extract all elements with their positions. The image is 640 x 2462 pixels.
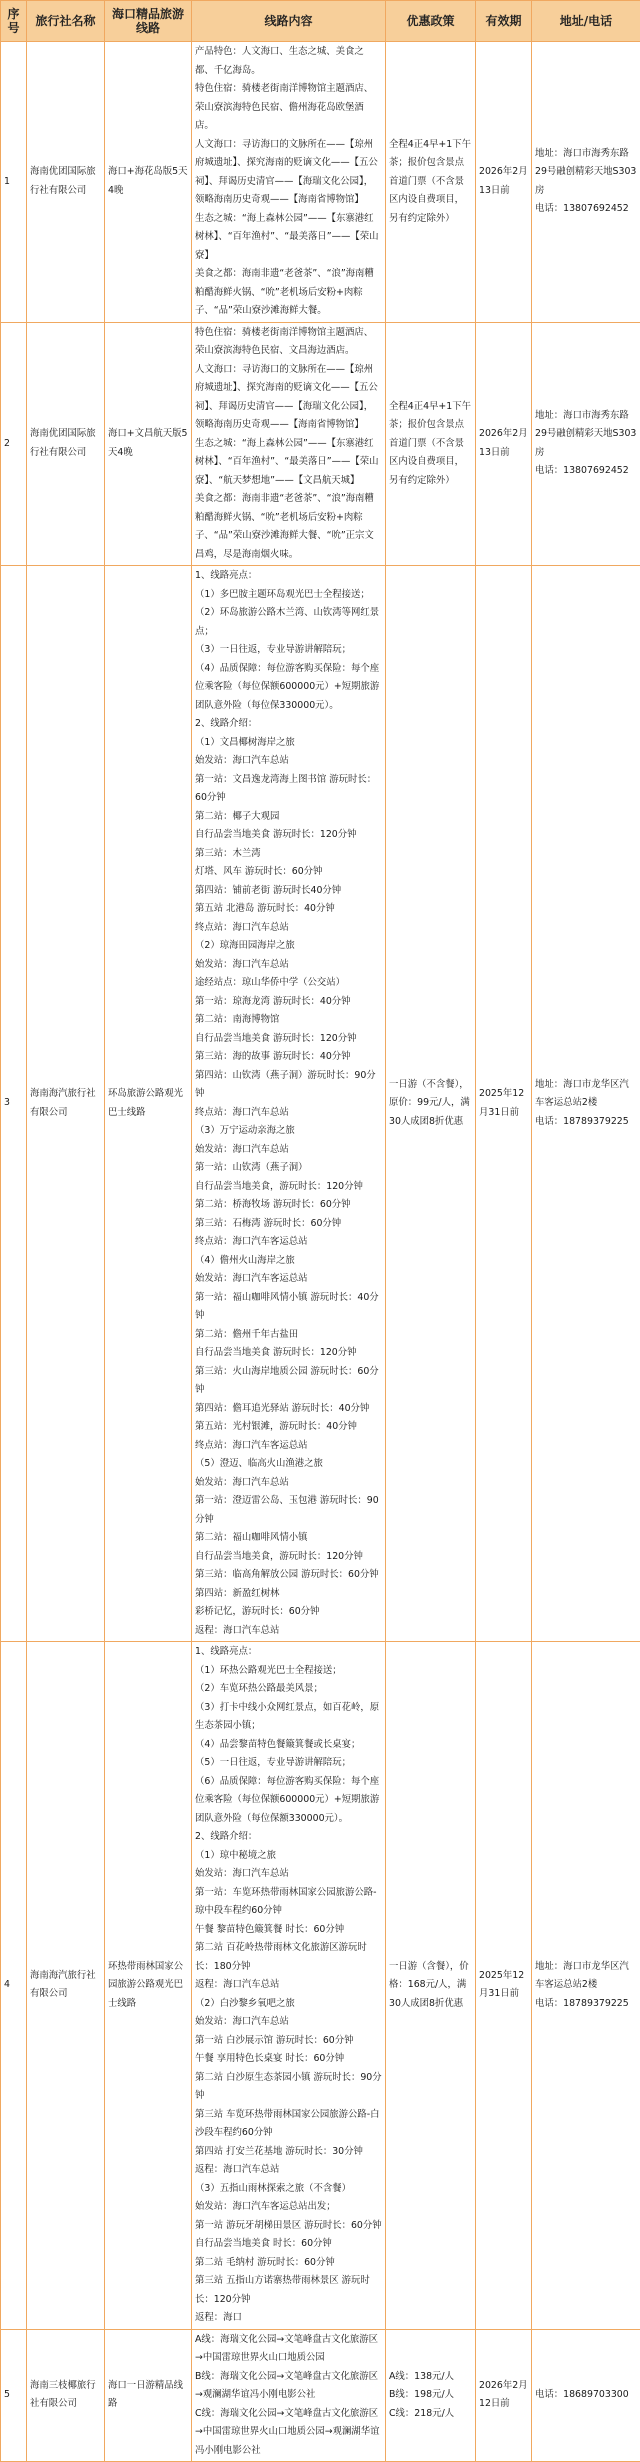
table-body <box>1 42 640 2462</box>
route-content-line: （1）环热公路观光巴士全程接送； <box>195 1662 382 1681</box>
validity-period: 2026年2月13日前 <box>476 322 532 566</box>
route-content-line: （4）品尝黎苗特色餐簸箕餐或长桌宴； <box>195 1736 382 1755</box>
route-content-line: 第一站 游玩牙胡梯田景区 游玩时长：60分钟 <box>195 2217 382 2236</box>
discount-policy-line: C线：218元/人 <box>389 2405 472 2424</box>
discount-policy: 全程4正4早+1下午茶；报价包含景点首道门票（不含景区内设自费项目，另有约定除外） <box>386 42 476 323</box>
table-row <box>1 322 640 566</box>
route-content-line: 第三站 五指山方诺寨热带雨林景区 游玩时长：120分钟 <box>195 2272 382 2309</box>
discount-policy-line: A线：138元/人 <box>389 2368 472 2387</box>
route-content-line: 第四站 打安兰花基地 游玩时长：30分钟 <box>195 2143 382 2162</box>
address-phone <box>532 1642 640 2330</box>
route-content-line: （5）一日往返，专业导游讲解陪玩； <box>195 1754 382 1773</box>
route-content-line: 第四站：儋耳追光驿站 游玩时长：40分钟 <box>195 1400 382 1419</box>
agency-name: 海南海汽旅行社有限公司 <box>27 1642 105 2330</box>
route-content-line: 特色住宿：骑楼老街南洋博物馆主题酒店、荣山寮滨海特色民宿、文昌海边酒店。 <box>195 324 382 361</box>
route-content-line: 第三站：临高角解放公园 游玩时长：60分钟 <box>195 1566 382 1585</box>
validity-period: 2025年12月31日前 <box>476 566 532 1642</box>
agency-name: 海南三枝椰旅行社有限公司 <box>27 2329 105 2462</box>
table-row <box>1 1642 640 2330</box>
route-content-line: （3）五指山雨林探索之旅（不含餐） <box>195 2180 382 2199</box>
route-content-line: 第二站：桥海牧场 游玩时长：60分钟 <box>195 1196 382 1215</box>
row-seq: 5 <box>1 2329 27 2462</box>
route-content-line: 午餐 享用特色长桌宴 时长：60分钟 <box>195 2050 382 2069</box>
route-content-line: （2）琼海田园海岸之旅 <box>195 937 382 956</box>
route-content-line: 终点站：海口汽车总站 <box>195 1104 382 1123</box>
route-content-line: 第五站 北港岛 游玩时长：40分钟 <box>195 900 382 919</box>
header-validity: 有效期 <box>476 1 532 42</box>
route-content-line: 美食之都：海南非遗“老爸茶”、“浪”海南糟粕醋海鲜火锅、“吮”老机场后安粉+肉粽子、“品”荣山寮沙滩海鲜大餐、“吮”正宗文昌鸡，尽是海南烟火味。 <box>195 490 382 564</box>
route-content-line: 途经站点：琼山华侨中学（公交站） <box>195 974 382 993</box>
route-content-line: 第四站：新盈红树林 <box>195 1585 382 1604</box>
route-content-line: 第一站：山钦湾（燕子洞） <box>195 1159 382 1178</box>
route-content-line: （4）儋州火山海岸之旅 <box>195 1252 382 1271</box>
route-content <box>192 322 386 566</box>
route-content-line: 始发站：海口汽车总站 <box>195 956 382 975</box>
discount-policy-line: B线：198元/人 <box>389 2386 472 2405</box>
address-phone-line: 电话：13807692452 <box>535 200 637 219</box>
route-content-line: 第五站：光村银滩，游玩时长：40分钟 <box>195 1418 382 1437</box>
route-content-line: 第二站 毛纳村 游玩时长：60分钟 <box>195 2254 382 2273</box>
route-content-line: C线：海瑞文化公园→文笔峰盘古文化旅游区→中国雷琼世界火山口地质公园→观澜湖华谊冯小刚电影公社 <box>195 2405 382 2461</box>
route-name: 海口一日游精品线路 <box>105 2329 192 2462</box>
address-phone-line: 地址：海口市龙华区汽车客运总站2楼 <box>535 1958 637 1995</box>
route-content-line: 第四站：山钦湾（燕子洞）游玩时长：90分钟 <box>195 1067 382 1104</box>
row-seq: 1 <box>1 42 27 323</box>
header-content: 线路内容 <box>192 1 386 42</box>
route-content-line: A线：海瑞文化公园→文笔峰盘古文化旅游区→中国雷琼世界火山口地质公园 <box>195 2331 382 2368</box>
agency-name: 海南海汽旅行社有限公司 <box>27 566 105 1642</box>
route-content-line: （3）打卡中线小众网红景点，如百花岭，原生态茶园小镇； <box>195 1699 382 1736</box>
route-content-line: 始发站：海口汽车客运总站 <box>195 1270 382 1289</box>
route-content-line: 彩桥记忆，游玩时长：60分钟 <box>195 1603 382 1622</box>
agency-name: 海南优团国际旅行社有限公司 <box>27 42 105 323</box>
table-row <box>1 2329 640 2462</box>
route-content-line: （1）多巴胺主题环岛观光巴士全程接送； <box>195 586 382 605</box>
route-content-line: 自行品尝当地美食，游玩时长：120分钟 <box>195 1178 382 1197</box>
route-content-line: 终点站：海口汽车客运总站 <box>195 1437 382 1456</box>
route-content-line: （2）环岛旅游公路木兰湾、山钦湾等网红景点； <box>195 604 382 641</box>
address-phone <box>532 322 640 566</box>
route-content-line: B线：海瑞文化公园→文笔峰盘古文化旅游区→观澜湖华谊冯小刚电影公社 <box>195 2368 382 2405</box>
route-content-line: 始发站：海口汽车客运总站出发； <box>195 2198 382 2217</box>
route-content-line: 1、线路亮点： <box>195 567 382 586</box>
table-row <box>1 566 640 1642</box>
route-content <box>192 1642 386 2330</box>
route-content-line: 人文海口：寻访海口的文脉所在——【琼州府城遗址】、探究海南的贬谪文化——【五公祠】、拜谒历史清官——【海瑞文化公园】，领略海南历史奇观——【海南省博物馆】 <box>195 136 382 210</box>
header-seq: 序号 <box>1 1 27 42</box>
address-phone <box>532 2329 640 2462</box>
route-content-line: 第二站：南海博物馆 <box>195 1011 382 1030</box>
discount-policy <box>386 2329 476 2462</box>
route-content-line: 始发站：海口汽车总站 <box>195 1474 382 1493</box>
route-content-line: （6）品质保障：每位游客购买保险：每个座位乘客险（每位保额600000元）+短期旅游团队意外险（每位保额330000元）。 <box>195 1773 382 1829</box>
route-content-line: 生态之城：“海上森林公园”——【东寨港红树林】、“百年渔村”、“最美落日”——【荣山寮】、“航天梦想地”——【文昌航天城】 <box>195 435 382 491</box>
route-content-line: 终点站：海口汽车客运总站 <box>195 1233 382 1252</box>
address-phone-line: 电话：18789379225 <box>535 1995 637 2014</box>
route-content <box>192 566 386 1642</box>
route-content-line: 始发站：海口汽车总站 <box>195 1141 382 1160</box>
row-seq: 3 <box>1 566 27 1642</box>
route-content-line: 产品特色：人文海口、生态之城、美食之都、千亿海岛。 <box>195 43 382 80</box>
route-content-line: 始发站：海口汽车总站 <box>195 752 382 771</box>
table-header-row <box>1 1 640 42</box>
route-content-line: （3）一日往返，专业导游讲解陪玩； <box>195 641 382 660</box>
table-row <box>1 42 640 323</box>
address-phone-line: 电话：13807692452 <box>535 462 637 481</box>
route-content-line: 自行品尝当地美食 游玩时长：120分钟 <box>195 826 382 845</box>
address-phone-line: 电话：18689703300 <box>535 2386 637 2405</box>
route-content-line: （3）万宁运动亲海之旅 <box>195 1122 382 1141</box>
route-content-line: 第三站：海的故事 游玩时长：40分钟 <box>195 1048 382 1067</box>
address-phone-line: 地址：海口市海秀东路29号融创精彩天地S303房 <box>535 407 637 463</box>
validity-period: 2025年12月31日前 <box>476 1642 532 2330</box>
validity-period: 2026年2月12日前 <box>476 2329 532 2462</box>
route-content <box>192 42 386 323</box>
route-content-line: 返程：海口汽车总站 <box>195 1976 382 1995</box>
route-content-line: 自行品尝当地美食 时长：60分钟 <box>195 2235 382 2254</box>
route-content-line: 2、线路介绍： <box>195 1828 382 1847</box>
discount-policy: 全程4正4早+1下午茶；报价包含景点首道门票（不含景区内设自费项目，另有约定除外） <box>386 322 476 566</box>
row-seq: 2 <box>1 322 27 566</box>
route-content-line: 第二站：儋州千年古盐田 <box>195 1326 382 1345</box>
route-content-line: 第三站：石梅湾 游玩时长：60分钟 <box>195 1215 382 1234</box>
route-content-line: 1、线路亮点： <box>195 1643 382 1662</box>
route-content-line: 自行品尝当地美食 游玩时长：120分钟 <box>195 1344 382 1363</box>
route-content-line: 返程：海口 <box>195 2309 382 2328</box>
route-content-line: 始发站：海口汽车总站 <box>195 2013 382 2032</box>
route-content-line: 美食之都：海南非遗“老爸茶”、“浪”海南糟粕醋海鲜火锅、“吮”老机场后安粉+肉粽子、“品”荣山寮沙滩海鲜大餐。 <box>195 265 382 321</box>
discount-policy: 一日游（含餐），价格：168元/人，满30人成团8折优惠 <box>386 1642 476 2330</box>
validity-period: 2026年2月13日前 <box>476 42 532 323</box>
address-phone-line: 地址：海口市龙华区汽车客运总站2楼 <box>535 1076 637 1113</box>
address-phone-line: 电话：18789379225 <box>535 1113 637 1132</box>
route-content-line: 2、线路介绍： <box>195 715 382 734</box>
route-content-line: （1）文昌椰树海岸之旅 <box>195 734 382 753</box>
header-route: 海口精品旅游线路 <box>105 1 192 42</box>
address-phone <box>532 42 640 323</box>
route-content-line: 返程：海口汽车总站 <box>195 1622 382 1641</box>
header-policy: 优惠政策 <box>386 1 476 42</box>
route-content-line: 返程：海口汽车总站 <box>195 2161 382 2180</box>
route-name: 环岛旅游公路观光巴士线路 <box>105 566 192 1642</box>
route-content-line: （1）琼中秘境之旅 <box>195 1847 382 1866</box>
address-phone <box>532 566 640 1642</box>
route-content-line: （4）品质保障：每位游客购买保险：每个座位乘客险（每位保额600000元）+短期旅游团队意外险（每位保330000元）。 <box>195 660 382 716</box>
route-content-line: 第四站：铺前老街 游玩时长40分钟 <box>195 882 382 901</box>
route-content-line: 第二站 百花岭热带雨林文化旅游区游玩时长：180分钟 <box>195 1939 382 1976</box>
route-content-line: 人文海口：寻访海口的文脉所在——【琼州府城遗址】、探究海南的贬谪文化——【五公祠】、拜谒历史清官——【海瑞文化公园】，领略海南历史奇观——【海南省博物馆】 <box>195 361 382 435</box>
route-content-line: （2）白沙黎乡氧吧之旅 <box>195 1995 382 2014</box>
route-content-line: 终点站：海口汽车总站 <box>195 919 382 938</box>
route-content <box>192 2329 386 2462</box>
route-content-line: 特色住宿：骑楼老街南洋博物馆主题酒店、荣山寮滨海特色民宿、儋州海花岛欧堡酒店。 <box>195 80 382 136</box>
route-content-line: 生态之城：“海上森林公园”——【东寨港红树林】、“百年渔村”、“最美落日”——【荣山寮】 <box>195 210 382 266</box>
route-content-line: 自行品尝当地美食，游玩时长：120分钟 <box>195 1548 382 1567</box>
header-agency: 旅行社名称 <box>27 1 105 42</box>
route-content-line: 第三站：火山海岸地质公园 游玩时长：60分钟 <box>195 1363 382 1400</box>
route-name: 海口+文昌航天版5天4晚 <box>105 322 192 566</box>
agency-name: 海南优团国际旅行社有限公司 <box>27 322 105 566</box>
route-content-line: 第二站：福山咖啡风情小镇 <box>195 1529 382 1548</box>
route-content-line: 第一站：澄迈雷公岛、玉包港 游玩时长：90分钟 <box>195 1492 382 1529</box>
route-content-line: 第三站 车览环热带雨林国家公园旅游公路-白沙段车程约60分钟 <box>195 2106 382 2143</box>
route-content-line: 第三站：木兰湾 <box>195 845 382 864</box>
discount-policy: 一日游（不含餐），原价：99元/人，满30人成团8折优惠 <box>386 566 476 1642</box>
route-name: 环热带雨林国家公园旅游公路观光巴士线路 <box>105 1642 192 2330</box>
route-content-line: 自行品尝当地美食 游玩时长：120分钟 <box>195 1030 382 1049</box>
route-content-line: （5）澄迈、临高火山渔港之旅 <box>195 1455 382 1474</box>
route-content-line: 第一站：琼海龙湾 游玩时长：40分钟 <box>195 993 382 1012</box>
route-content-line: 第一站 白沙展示馆 游玩时长：60分钟 <box>195 2032 382 2051</box>
row-seq: 4 <box>1 1642 27 2330</box>
route-name: 海口+海花岛版5天4晚 <box>105 42 192 323</box>
route-content-line: 午餐 黎苗特色簸箕餐 时长：60分钟 <box>195 1921 382 1940</box>
route-content-line: 第一站：车览环热带雨林国家公园旅游公路-琼中段车程约60分钟 <box>195 1884 382 1921</box>
route-content-line: 第二站：椰子大观园 <box>195 808 382 827</box>
route-content-line: 第一站：福山咖啡风情小镇 游玩时长：40分钟 <box>195 1289 382 1326</box>
header-contact: 地址/电话 <box>532 1 640 42</box>
route-content-line: 第二站 白沙原生态茶园小镇 游玩时长：90分钟 <box>195 2069 382 2106</box>
route-content-line: （2）车览环热公路最美风景； <box>195 1680 382 1699</box>
route-content-line: 始发站：海口汽车总站 <box>195 1865 382 1884</box>
address-phone-line: 地址：海口市海秀东路29号融创精彩天地S303房 <box>535 145 637 201</box>
route-content-line: 灯塔、风车 游玩时长：60分钟 <box>195 863 382 882</box>
route-content-line: 第一站：文昌逸龙湾海上图书馆 游玩时长：60分钟 <box>195 771 382 808</box>
